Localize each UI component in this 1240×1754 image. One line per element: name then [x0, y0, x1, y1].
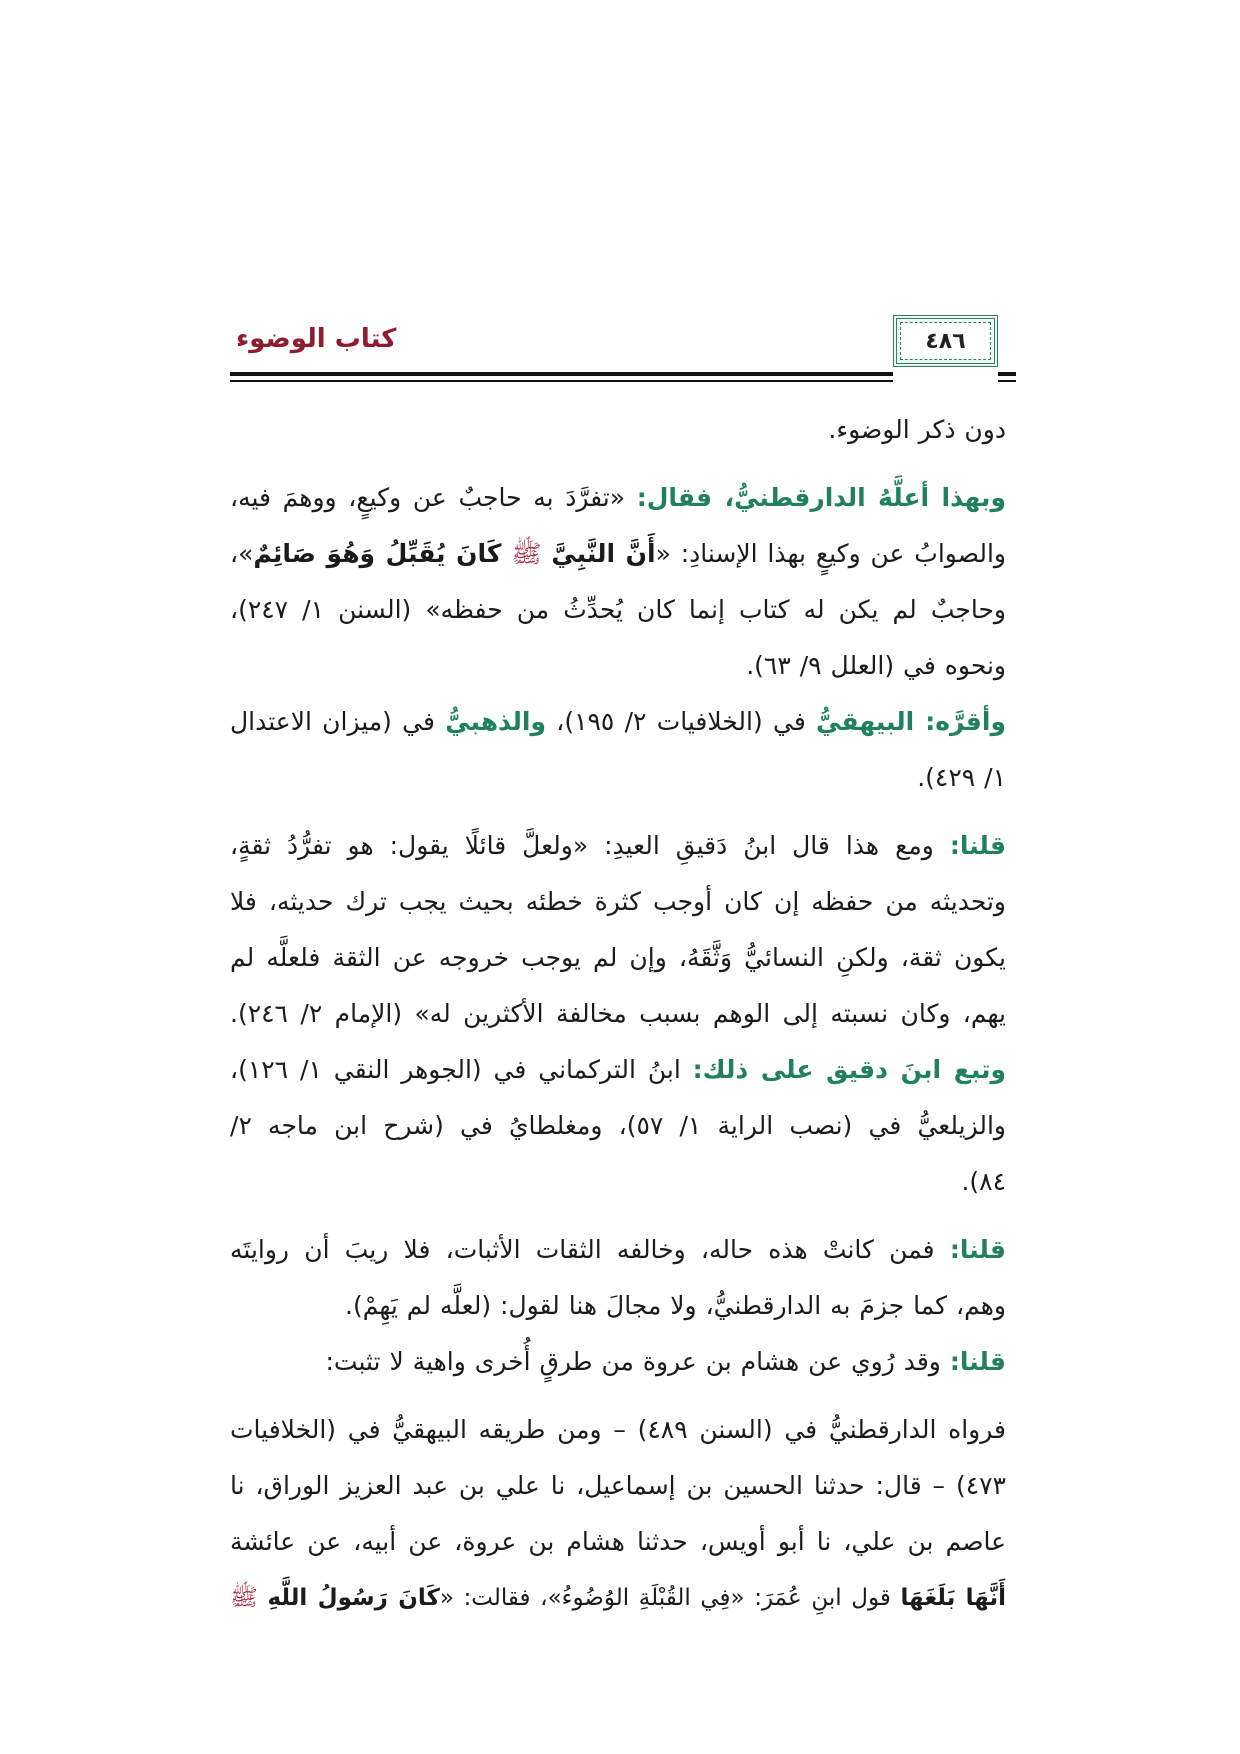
header-rule: [998, 380, 1016, 382]
text-segment: «تفرَّدَ به حاجبٌ عن وكيعٍ، ووهمَ فيه،: [230, 483, 626, 512]
paragraph: [230, 1222, 1006, 1334]
text-line: [230, 818, 1006, 874]
header-rule: [998, 372, 1016, 376]
text-line: [230, 750, 1006, 806]
text-line: [230, 638, 1006, 694]
text-segment: يهم، وكان نسبته إلى الوهم بسبب مخالفة الأكثرين له» (الإمام ٢/ ٢٤٦).: [230, 999, 1006, 1028]
text-segment: يكون ثقة، ولكنِ النسائيُّ وَثَّقَهُ، وإن لم يوجب خروجه عن الثقة فلعلَّه لم: [230, 943, 1006, 972]
body-text: [230, 402, 1006, 1626]
text-line: [230, 470, 1006, 526]
source-name: وتبع ابنَ دقيق على ذلك:: [692, 1055, 1006, 1084]
paragraph: [230, 694, 1006, 806]
text-segment: »،: [230, 539, 254, 568]
header-rule: [230, 372, 893, 376]
paragraph: [230, 1334, 1006, 1390]
text-segment: ١/ ٤٢٩).: [917, 763, 1006, 792]
text-line: [230, 526, 1006, 582]
text-line: [230, 1458, 1006, 1514]
paragraph: [230, 1042, 1006, 1210]
page-number-frame: [893, 315, 998, 367]
paragraph: [230, 470, 1006, 694]
source-name: قلنا:: [949, 831, 1006, 860]
text-line: [230, 1334, 1006, 1390]
text-segment: في (الخلافيات ٢/ ١٩٥)،: [556, 707, 806, 736]
text-segment: والزيلعيُّ في (نصب الراية ١/ ٥٧)، ومغلطايُ في (شرح ابن ماجه ٢/: [230, 1111, 1007, 1140]
text-segment: وهم، كما جزمَ به الدارقطنيُّ، ولا مجالَ هنا لقول: (لعلَّه لم يَهِمْ).: [345, 1291, 1006, 1320]
hadith-text: كَانَ يُقَبِّلُ وَهُوَ صَائِمٌ: [253, 539, 502, 568]
hadith-text: أَنَّ النَّبِيَّ: [551, 539, 656, 568]
source-name: وبهذا أعلَّهُ الدارقطنيُّ، فقال:: [636, 483, 1006, 512]
text-line: [230, 694, 1006, 750]
text-line: [230, 1098, 1006, 1154]
text-line: [230, 1154, 1006, 1210]
page-number: ٤٨٦: [900, 322, 991, 360]
hadith-text: أَنَّهَا بَلَغَهَا: [900, 1585, 1006, 1611]
text-segment: دون ذكر الوضوء.: [828, 415, 1006, 444]
text-line: [230, 930, 1006, 986]
salawat-symbol: ﷺ: [230, 1585, 258, 1611]
text-line: [230, 1278, 1006, 1334]
paragraph: [230, 402, 1006, 458]
text-line: [230, 1570, 1006, 1626]
text-segment: وتحديثه من حفظه إن كان أوجب كثرة خطئه بحيث يجب ترك حديثه، فلا: [230, 887, 1006, 916]
text-segment: وحاجبٌ لم يكن له كتاب إنما كان يُحدِّثُ من حفظه» (السنن ١/ ٢٤٧)،: [230, 595, 1006, 624]
text-segment: ٨٤).: [961, 1167, 1006, 1196]
text-segment: فمن كانتْ هذه حاله، وخالفه الثقات الأثبات، فلا ريبَ أن روايتَه: [230, 1235, 935, 1264]
text-line: [230, 402, 1006, 458]
text-segment: فرواه الدارقطنيُّ في (السنن ٤٨٩) – ومن طريقه البيهقيُّ في (الخلافيات: [230, 1415, 1006, 1444]
paragraph: [230, 1402, 1006, 1626]
text-segment: ابنُ التركماني في (الجوهر النقي ١/ ١٢٦)،: [230, 1055, 681, 1084]
source-name: قلنا:: [949, 1235, 1006, 1264]
salawat-symbol: ﷺ: [511, 539, 542, 568]
source-name: قلنا:: [949, 1347, 1006, 1376]
text-segment: والصوابُ عن وكيعٍ بهذا الإسنادِ: «: [655, 539, 1007, 568]
text-segment: وقد رُوي عن هشام بن عروة من طرقٍ أُخرى واهية لا تثبت:: [325, 1347, 941, 1376]
text-line: [230, 1222, 1006, 1278]
text-line: [230, 986, 1006, 1042]
text-segment: ومع هذا قال ابنُ دَقيقِ العيدِ: «ولعلَّ قائلًا يقول: هو تفرُّدُ ثقةٍ،: [230, 831, 934, 860]
text-segment: قول ابنِ عُمَرَ: «فِي القُبْلَةِ الوُضُوءُ»، فقالت: «: [439, 1585, 891, 1611]
paragraph: [230, 818, 1006, 1042]
book-title: كتاب الوضوء: [236, 324, 397, 354]
header-rule: [230, 380, 893, 382]
source-name: والذهبيُّ: [445, 707, 546, 736]
text-segment: عاصم بن علي، نا أبو أويس، حدثنا هشام بن عروة، عن أبيه، عن عائشة: [230, 1527, 1006, 1556]
text-line: [230, 582, 1006, 638]
text-segment: ٤٧٣) – قال: حدثنا الحسين بن إسماعيل، نا علي بن عبد العزيز الوراق، نا: [230, 1471, 1006, 1500]
hadith-text: كَانَ رَسُولُ اللَّهِ: [267, 1585, 440, 1611]
source-name: وأقرَّه: البيهقيُّ: [816, 707, 1006, 736]
text-line: [230, 874, 1006, 930]
text-line: [230, 1042, 1006, 1098]
text-line: [230, 1514, 1006, 1570]
text-line: [230, 1402, 1006, 1458]
text-segment: في (ميزان الاعتدال: [230, 707, 435, 736]
text-segment: ونحوه في (العلل ٩/ ٦٣).: [746, 651, 1006, 680]
